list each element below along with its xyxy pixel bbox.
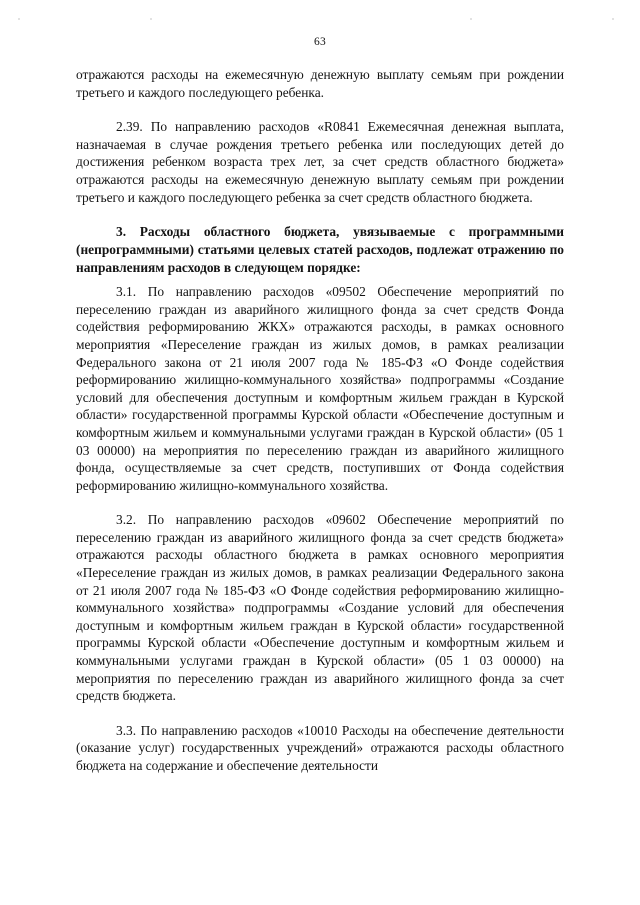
paragraph-2-39: 2.39. По направлению расходов «R0841 Ежемесячная денежная выплата, назначаемая в случае рождения третьего ребенка или последующих детей до достижения ребенком возраста трех лет, за счет средств областного бюджета» отражаются расходы на ежемесячную денежную выплату семьям при рождении третьего и каждого последующего ребенка за счет средств областного бюджета. — [76, 119, 564, 205]
paragraph-3-3: 3.3. По направлению расходов «10010 Расходы на обеспечение деятельности (оказание услуг) государственных учреждений» отражаются расходы областного бюджета на содержание и обеспечение деятельности — [76, 722, 564, 773]
scan-artifact — [470, 18, 472, 20]
paragraph-continuation: отражаются расходы на ежемесячную денежную выплату семьям при рождении третьего и каждого последующего ребенка. — [76, 67, 564, 100]
scan-artifact — [612, 18, 614, 20]
paragraph-gap — [76, 101, 564, 118]
page-number: 63 — [314, 36, 326, 48]
scan-artifact — [18, 18, 20, 20]
paragraph-gap — [76, 494, 564, 511]
section-heading-3: 3. Расходы областного бюджета, увязываемые с программными (непрограммными) статьями целевых статей расходов, подлежат отражению по направлениям расходов в следующем порядке: — [76, 224, 564, 276]
paragraph-gap — [76, 705, 564, 722]
paragraph-3-2: 3.2. По направлению расходов «09602 Обеспечение мероприятий по переселению граждан из аварийного жилищного фонда за счет средств бюджета» отражаются расходы областного бюджета в рамках основного мероприятия «Переселение граждан из жилых домов, в рамках реализации Федерального закона от 21 июля 2007 года № 185-ФЗ «О Фонде содействия реформированию жилищно-коммунального хозяйства» подпрограммы «Создание условий для обеспечения доступным и комфортным жильем граждан в Курской области» государственной программы Курской области «Обеспечение доступным и комфортным жильем и коммунальными услугами граждан в Курской области» (05 1 03 00000) на мероприятия по переселению граждан из аварийного жилищного фонда за счет средств бюджета. — [76, 512, 564, 704]
paragraph-3-1: 3.1. По направлению расходов «09502 Обеспечение мероприятий по переселению граждан из аварийного жилищного фонда за счет средств Фонда содействия реформированию ЖКХ» отражаются расходы, в рамках основного мероприятия «Переселение граждан из жилых домов, в рамках реализации Федерального закона от 21 июля 2007 года № 185-ФЗ «О Фонде содействия реформированию жилищно-коммунального хозяйства» подпрограммы «Создание условий для обеспечения доступным и комфортным жильем граждан в Курской области» государственной программы Курской области «Обеспечение доступным и комфортным жильем и коммунальными услугами граждан в Курской области» (05 1 03 00000) на мероприятия по переселению граждан из аварийного жилищного фонда, осуществляемые за счет средств, поступивших от Фонда содействия реформированию жилищно-коммунального хозяйства. — [76, 284, 564, 493]
document-body — [76, 66, 564, 775]
paragraph-gap — [76, 206, 564, 223]
scan-artifact — [150, 18, 152, 20]
